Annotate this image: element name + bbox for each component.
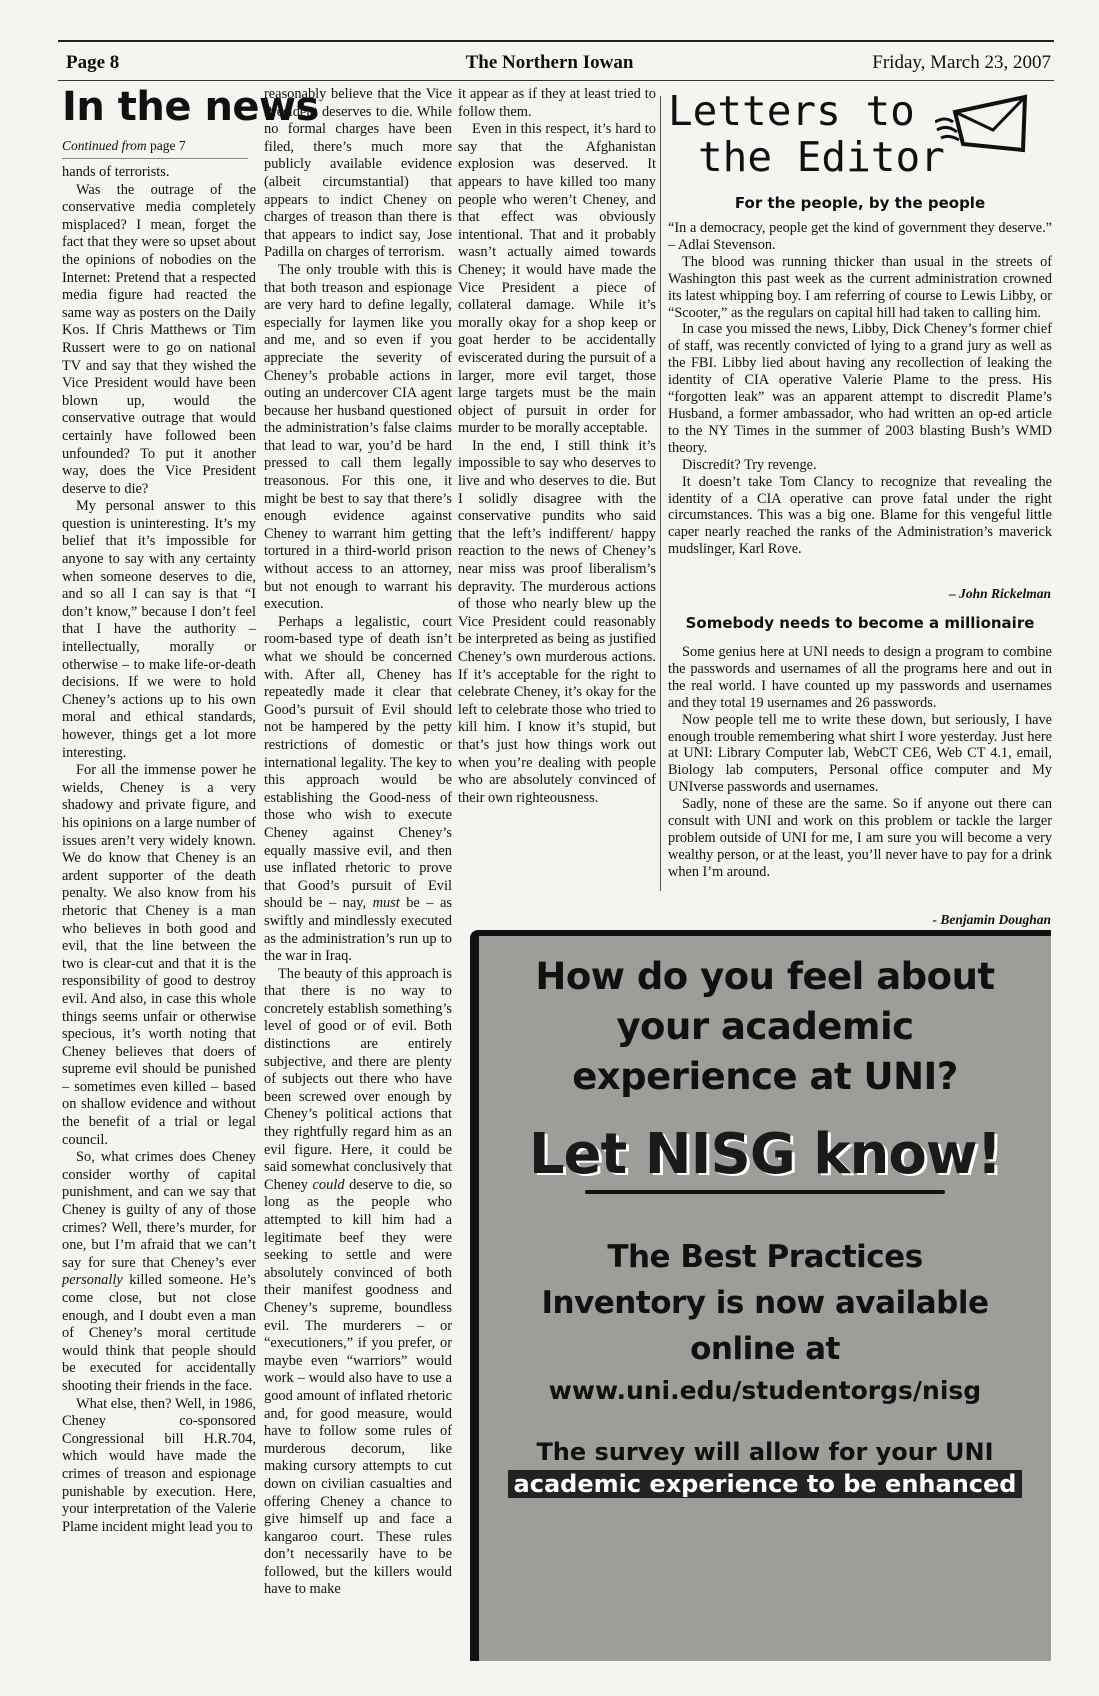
letter1-paragraph: In case you missed the news, Libby, Dick Cheney’s former chief of staff, was recently convicted of lying to a grand jury as well as the FBI. Libby lied about having any recollection of leaking the identity of CIA operative Valerie Plame to the press. His “forgotten leak” was an apparent attempt to discredit Plame’s Husband, a former ambassador, who had written an op-ed article to the NY Times in the summer of 2003 blasting Bush’s WMD theory.: [668, 321, 1052, 456]
paragraph-text: be – as swiftly and mindlessly executed as the administration’s run up to the war in Iraq.: [264, 895, 452, 965]
letter2-paragraph: Some genius here at UNI needs to design a program to combine the passwords and usernames of all the programs here and out in the real world. I have counted up my passwords and usernames and they total 19 usernames and 26 passwords.: [668, 644, 1052, 711]
paragraph-text: What else, then? Well, in 1986, Cheney co-sponsored Congressional bill H.R.704, which would have made the crimes of treason and espionage punishable by execution. Here, your interpretation of the Valerie Plame incident might lead you to: [62, 1395, 256, 1535]
nisg-survey-advertisement: [470, 930, 1051, 1661]
letters-title-line2: the Editor: [698, 133, 945, 181]
letter1-paragraph: The blood was running thicker than usual in the streets of Washington this past week as the current administration crowned its latest whipping boy. I am referring of course to Lewis Libby, or “Scooter,” as the regulars on capital hill had taken to calling him.: [668, 253, 1052, 321]
article-column-2: [264, 86, 452, 1646]
paragraph-text: In the end, I still think it’s impossible to say who deserves to live and who deserves to die. But I solidly disagree with the conservative pundits who said that the left’s indifferent/ happy reaction to the news of Cheney’s near miss was proof liberalism’s depravity. The murderous actions of those who nearly blew up the Vice President could reasonably be interpreted as being as justified Cheney’s own murderous actions. If it’s acceptable for the right to celebrate Cheney, it’s okay for the left to celebrate those who tried to kill him. I know it’s stupid, but that’s just how things work out when you’re dealing with people who are absolutely convinced of their own righteousness.: [458, 437, 656, 806]
paragraph-text: The beauty of this approach is that there is no way to concretely establish something’s level of good or of evil. Both distinctions are entirely subjective, and there are plenty of subjects out there who have been screwed over enough by Cheney’s political actions that they rightfully regard him as an evil figure. Here, it could be said somewhat conclusively that Cheney: [264, 965, 452, 1193]
article-paragraph: [62, 762, 256, 1149]
article-paragraph: [264, 262, 452, 614]
top-rule: [58, 40, 1054, 42]
continued-note: [62, 138, 248, 159]
letter1-heading: For the people, by the people: [734, 194, 986, 212]
page-number: Page 8: [66, 52, 120, 73]
article-title: In the news: [62, 84, 319, 130]
letter2-body: [668, 644, 1052, 881]
emphasis-text: could: [312, 1176, 345, 1193]
paragraph-text: So, what crimes does Cheney consider worthy of capital punishment, and can we say that Cheney is guilty of any of those crimes? Well, there’s murder, for one, but I’m afraid that we can’t say for sure that Cheney’s ever: [62, 1149, 256, 1271]
article-paragraph: [62, 182, 256, 499]
paragraph-text: The only trouble with this is that both treason and espionage are very hard to define legally, especially for laymen like you and me, and so even if you appreciate the severity of Cheney’s probable actions in outing an undercover CIA agent because her husband questioned the administration’s false claims that lead to war, you’d be hard pressed to call them legally treasonous. For this one, it might be best to say that there’s enough evidence against Cheney to warrant him getting tortured in a third-world prison without access to an attorney, but not enough to warrant his execution.: [264, 261, 452, 613]
ad-body-line: online at: [690, 1331, 840, 1367]
article-paragraph: [62, 1396, 256, 1537]
paragraph-text: deserve to die, so long as the people who attempted to kill him had a legitimate beef they were seeking to settle and were absolutely convinced of both their manifest goodness and Cheney’s supreme, boundless evil. The murderers – or “executioners,” if you prefer, or maybe even “warriors” would work – would also have to use a good amount of inflated rhetoric and, for good measure, would have to follow some rules of murderous decorum, like making cursory attempts to cut down on civilian casualties and offering Cheney a chance to give himself up and face a kangaroo court. These rules don’t necessarily have to be followed, but the killers would have to make: [264, 1176, 452, 1598]
column-divider: [660, 96, 661, 891]
emphasis-text: personally: [62, 1272, 123, 1289]
article-paragraph: [62, 1149, 256, 1395]
article-paragraph: [458, 86, 656, 121]
paragraph-text: For all the immense power he wields, Cheney is a very shadowy and private figure, and his opinions on a large number of issues aren’t very widely known. We do know that Cheney is an ardent supporter of the death penalty. We also know from his rhetoric that Cheney is a man who believes in both good and evil, that the line between the two is clear-cut and that it is the responsibility of good to destroy evil. And also, in case this whole things seems unfair or otherwise specious, it’s worth noting that Cheney believes that doers of supreme evil should be punished – sometimes even killed – based on shallow evidence and without the benefit of a trial or legal council.: [62, 762, 256, 1148]
ad-question-line: your academic: [616, 1005, 914, 1048]
ad-footer-text: academic experience to be enhanced: [508, 1470, 1023, 1498]
ad-question-line: How do you feel about: [535, 955, 995, 998]
envelope-icon: [935, 92, 1030, 157]
article-paragraph: [62, 164, 256, 182]
article-paragraph: [458, 438, 656, 807]
letter1-paragraph: “In a democracy, people get the kind of government they deserve.” – Adlai Stevenson.: [668, 220, 1052, 253]
article-column-3: [458, 86, 656, 896]
letter2-paragraph: Now people tell me to write these down, but seriously, I have enough trouble remembering what shirt I wore yesterday. Just here at UNI: Library Computer lab, WebCT CE6, Web CT 4.1, email, Biology lab computers, Personal office computer and My UNIverse passwords and usernames.: [668, 711, 1052, 796]
ad-question-line: experience at UNI?: [572, 1055, 958, 1098]
letter1-paragraph: It doesn’t take Tom Clancy to recognize that revealing the identity of a CIA operative can prove fatal under the right circumstances. This was a big one. Blame for this vengeful little caper nearly reached the ranks of the Administration’s maverick mudslinger, Karl Rove.: [668, 473, 1052, 558]
letter2-paragraph: Sadly, none of these are the same. So if anyone out there can consult with UNI and work on this problem or tackle the larger problem outside of UNI for me, I am sure you will become a very wealthy person, or at the least, you’ll never have to pay for a drink when I’m around.: [668, 796, 1052, 880]
letter1-paragraph: Discredit? Try revenge.: [682, 456, 817, 473]
emphasis-text: must: [372, 895, 400, 912]
paragraph-text: My personal answer to this question is uninteresting. It’s my belief that it’s impossible for anyone to say with any certainty when someone deserves to die, and so all I can say is that “I don’t know,” because I don’t feel that I have the authority – intellectually, morally or otherwise – to make life-or-death decisions. If we were to hold Cheney’s actions up to his own moral and ethical standards, however, things get a lot more interesting.: [62, 498, 256, 761]
paragraph-text: killed someone. He’s come close, but not close enough, and I doubt even a man of Cheney’s moral certitude would think that people should be executed for accidentally shooting their friends in the face.: [62, 1272, 256, 1394]
ad-underline: [585, 1190, 945, 1194]
article-paragraph: [264, 86, 452, 262]
letters-title-line1: Letters to: [668, 87, 915, 135]
letters-section-title: [668, 88, 945, 180]
paragraph-text: it appear as if they at least tried to follow them.: [458, 86, 656, 120]
paragraph-text: Was the outrage of the conservative media completely misplaced? I mean, forget the fact that they were so upset about the opinions of nobodies on the Internet: Pretend that a respected media figure had reacted the same way as posters on the Daily Kos. If Chris Matthews or Tim Russert were to go on national TV and say that they wished the Vice President would have been blown up, would the conservative outrage that would certainly have followed been unfounded? To put it another way, does the Vice President deserve to die?: [62, 181, 256, 497]
ad-body-line: The Best Practices: [607, 1239, 923, 1275]
continued-page: page 7: [150, 138, 186, 153]
letter2-signature: - Benjamin Doughan: [932, 912, 1051, 927]
ad-url: www.uni.edu/studentorgs/nisg: [548, 1376, 982, 1405]
article-paragraph: [458, 121, 656, 438]
letter1-signature: – John Rickelman: [948, 586, 1051, 601]
ad-footer-text: The survey will allow for your UNI: [536, 1438, 994, 1466]
article-paragraph: [62, 498, 256, 762]
newspaper-name: The Northern Iowan: [465, 52, 634, 73]
paragraph-text: Perhaps a legalistic, court room-based type of death isn’t what we should be concerned with. After all, Cheney has repeatedly made it clear that Good’s pursuit of Evil should not be hampered by the petty restrictions of domestic or international legality. The key to this approach would be establishing the Good-ness of those who wish to execute Cheney against Cheney’s equally massive evil, and then use inflated rhetoric to prove that Good’s pursuit of Evil should be – nay,: [264, 613, 452, 912]
ad-body-line: Inventory is now available: [541, 1285, 989, 1321]
paragraph-text: hands of terrorists.: [62, 164, 170, 180]
paragraph-text: Even in this respect, it’s hard to say that the Afghanistan explosion was deserved. It appears to have killed too many people who weren’t Cheney, and that effect was obviously intentional. That and it probably wasn’t actually aimed towards Cheney; it would have made the Vice President a piece of collateral damage. While it’s morally okay for a shop keep or goat herder to be accidentally eviscerated during the pursuit of a larger, more evil target, those large targets must be the main object of pursuit in order for murder to be morally acceptable.: [458, 121, 656, 437]
article-paragraph: [264, 614, 452, 966]
letter2-heading: Somebody needs to become a millionaire: [685, 614, 1035, 632]
article-column-1: [62, 164, 256, 1644]
ad-callout: Let NISG know!: [528, 1122, 1002, 1187]
letter1-body: [668, 220, 1052, 558]
continued-prefix: Continued from: [62, 138, 147, 153]
ad-footer-line: [479, 1468, 1051, 1500]
paragraph-text: reasonably believe that the Vice President deserves to die. While no formal charges have been filed, there’s much more publicly available evidence (albeit circumstantial) that appears to indict Cheney on charges of treason than there is that appears to indict say, Jose Padilla on charges of terrorism.: [264, 86, 452, 261]
ad-footer-line: [479, 1436, 1051, 1468]
article-paragraph: [264, 966, 452, 1599]
header-rule: [58, 80, 1054, 81]
issue-date: Friday, March 23, 2007: [872, 52, 1051, 73]
